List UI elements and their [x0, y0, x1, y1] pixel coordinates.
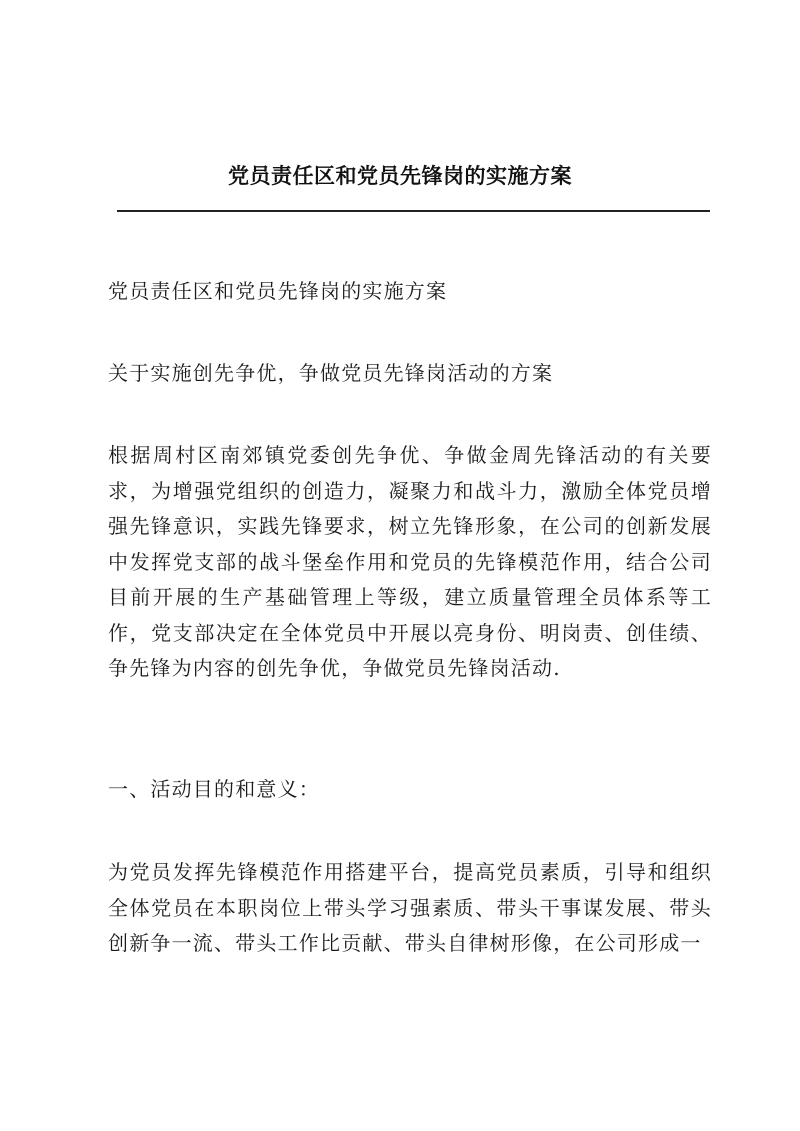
- section-heading: 一、活动目的和意义：: [108, 777, 320, 801]
- document-title-paragraph: 党员责任区和党员先锋岗的实施方案: [108, 279, 448, 303]
- header-title: 党员责任区和党员先锋岗的实施方案: [228, 163, 572, 188]
- section-paragraph: 为党员发挥先锋模范作用搭建平台，提高党员素质，引导和组织全体党员在本职岗位上带头学习强素质、带头干事谋发展、带头创新争一流、带头工作比贡献、带头自律树形像，在公司形成一: [108, 860, 712, 955]
- subtitle-paragraph: 关于实施创先争优，争做党员先锋岗活动的方案: [108, 361, 554, 385]
- intro-paragraph: 根据周村区南郊镇党委创先争优、争做金周先锋活动的有关要求，为增强党组织的创造力，凝聚力和战斗力，激励全体党员增强先锋意识，实践先锋要求，树立先锋形象，在公司的创新发展中发挥党支部的战斗堡垒作用和党员的先锋模范作用，结合公司目前开展的生产基础管理上等级，建立质量管理全员体系等工作，党支部决定在全体党员中开展以亮身份、明岗责、创佳绩、争先锋为内容的创先争优，争做党员先锋岗活动.: [108, 443, 712, 680]
- header-divider: [117, 210, 710, 212]
